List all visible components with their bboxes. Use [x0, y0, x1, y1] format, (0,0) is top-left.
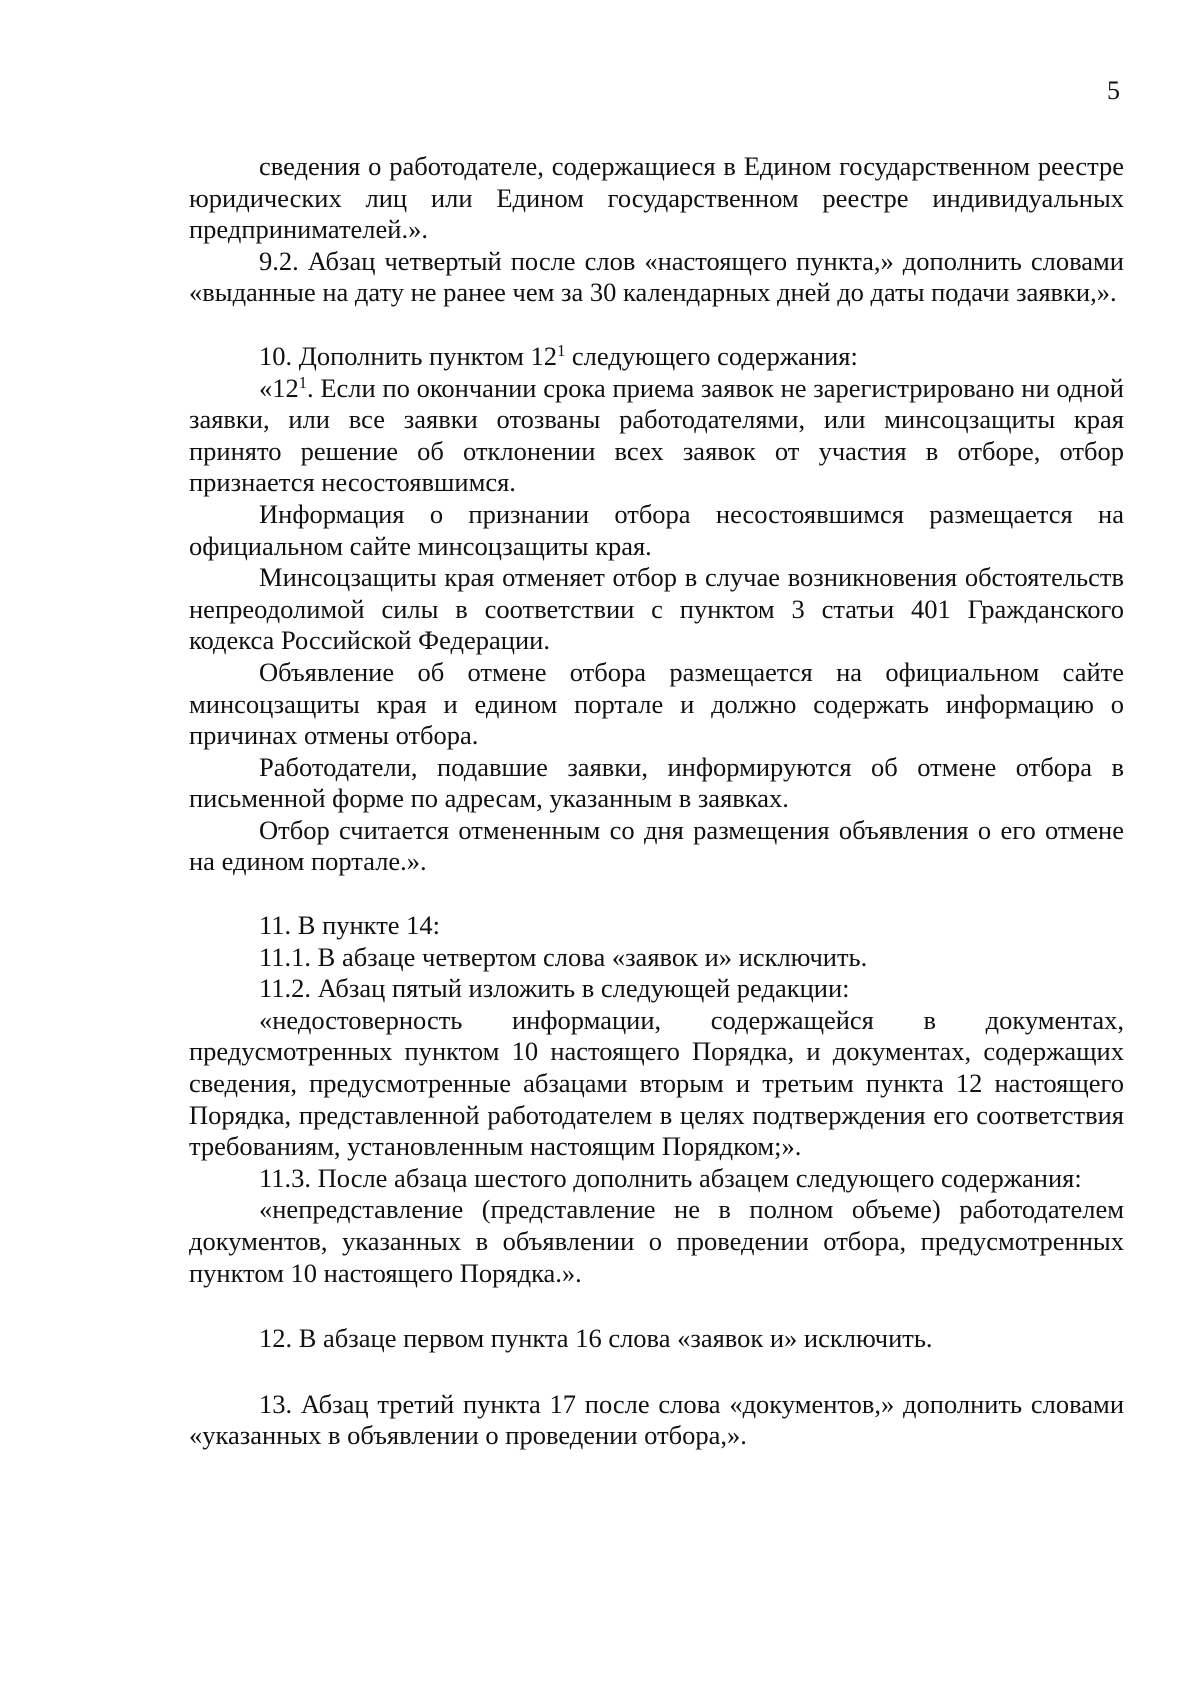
- paragraph-text: следующего содержания:: [565, 340, 858, 371]
- paragraph-5: [189, 499, 1124, 562]
- paragraph-text: 12. В абзаце первом пункта 16 слова «заявок и» исключить.: [259, 1323, 933, 1354]
- paragraph-text: «12: [259, 372, 299, 403]
- superscript: 1: [298, 372, 307, 392]
- paragraph-9: [189, 815, 1124, 878]
- paragraph-1: [189, 151, 1124, 246]
- paragraph-text: 11.1. В абзаце четвертом слова «заявок и» исключить.: [259, 941, 868, 972]
- paragraph-text: . Если по окончании срока приема заявок не зарегистрировано ни одной заявки, или все заявки отозваны работодателями, или минсоцзащиты края принято решение об отклонении всех заявок от участия в отборе, отбор признается несостоявшимся.: [189, 372, 1124, 498]
- paragraph-11: [189, 942, 1124, 974]
- paragraph-text: Минсоцзащиты края отменяет отбор в случае возникновения обстоятельств непреодолимой силы в соответствии с пунктом 3 статьи 401 Гражданского кодекса Российской Федерации.: [189, 562, 1124, 656]
- paragraph-16: [189, 1323, 1124, 1355]
- paragraph-7: [189, 657, 1124, 752]
- paragraph-gap: [189, 1289, 1124, 1323]
- paragraph-text: 13. Абзац третий пункта 17 после слова «документов,» дополнить словами «указанных в объявлении о проведении отбора,».: [189, 1388, 1124, 1451]
- paragraph-text: сведения о работодателе, содержащиеся в Едином государственном реестре юридических лиц или Едином государственном реестре индивидуальных предпринимателей.».: [189, 151, 1124, 245]
- paragraph-text: Объявление об отмене отбора размещается на официальном сайте минсоцзащиты края и едином портале и должно содержать информацию о причинах отмены отбора.: [189, 656, 1124, 751]
- paragraph-3: [189, 341, 1124, 373]
- document-body: [189, 151, 1124, 1452]
- paragraph-gap: [189, 878, 1124, 910]
- paragraph-text: Отбор считается отмененным со дня размещения объявления о его отмене на едином портале.».: [189, 814, 1124, 877]
- paragraph-13: [189, 1005, 1124, 1163]
- paragraph-15: [189, 1194, 1124, 1289]
- paragraph-text: 11. В пункте 14:: [259, 910, 441, 941]
- paragraph-12: [189, 973, 1124, 1005]
- paragraph-gap: [189, 309, 1124, 341]
- paragraph-text: Информация о признании отбора несостоявшимся размещается на официальном сайте минсоцзащиты края.: [189, 498, 1124, 561]
- page-number: 5: [1107, 76, 1120, 105]
- paragraph-10: [189, 910, 1124, 942]
- paragraph-text: 11.3. После абзаца шестого дополнить абзацем следующего содержания:: [259, 1162, 1082, 1193]
- paragraph-gap: [189, 1355, 1124, 1389]
- paragraph-text: 11.2. Абзац пятый изложить в следующей редакции:: [259, 973, 850, 1004]
- paragraph-17: [189, 1389, 1124, 1452]
- paragraph-6: [189, 562, 1124, 657]
- paragraph-text: «недостоверность информации, содержащейся в документах, предусмотренных пунктом 10 настоящего Порядка, и документах, содержащих сведения, предусмотренные абзацами вторым и третьим пункта 12 настоящего Порядка, представленной работодателем в целях подтверждения его соответствия требованиям, установленным настоящим Порядком;».: [189, 1004, 1124, 1162]
- paragraph-8: [189, 752, 1124, 815]
- paragraph-text: «непредставление (представление не в полном объеме) работодателем документов, указанных в объявлении о проведении отбора, предусмотренных пунктом 10 настоящего Порядка.».: [189, 1194, 1124, 1288]
- paragraph-4: [189, 373, 1124, 499]
- paragraph-text: 10. Дополнить пунктом 12: [259, 340, 558, 371]
- paragraph-2: [189, 246, 1124, 309]
- superscript: 1: [557, 340, 566, 360]
- paragraph-text: 9.2. Абзац четвертый после слов «настоящего пункта,» дополнить словами «выданные на дату не ранее чем за 30 календарных дней до даты подачи заявки,».: [189, 245, 1124, 308]
- paragraph-14: [189, 1163, 1124, 1195]
- paragraph-text: Работодатели, подавшие заявки, информируются об отмене отбора в письменной форме по адресам, указанным в заявках.: [189, 751, 1124, 814]
